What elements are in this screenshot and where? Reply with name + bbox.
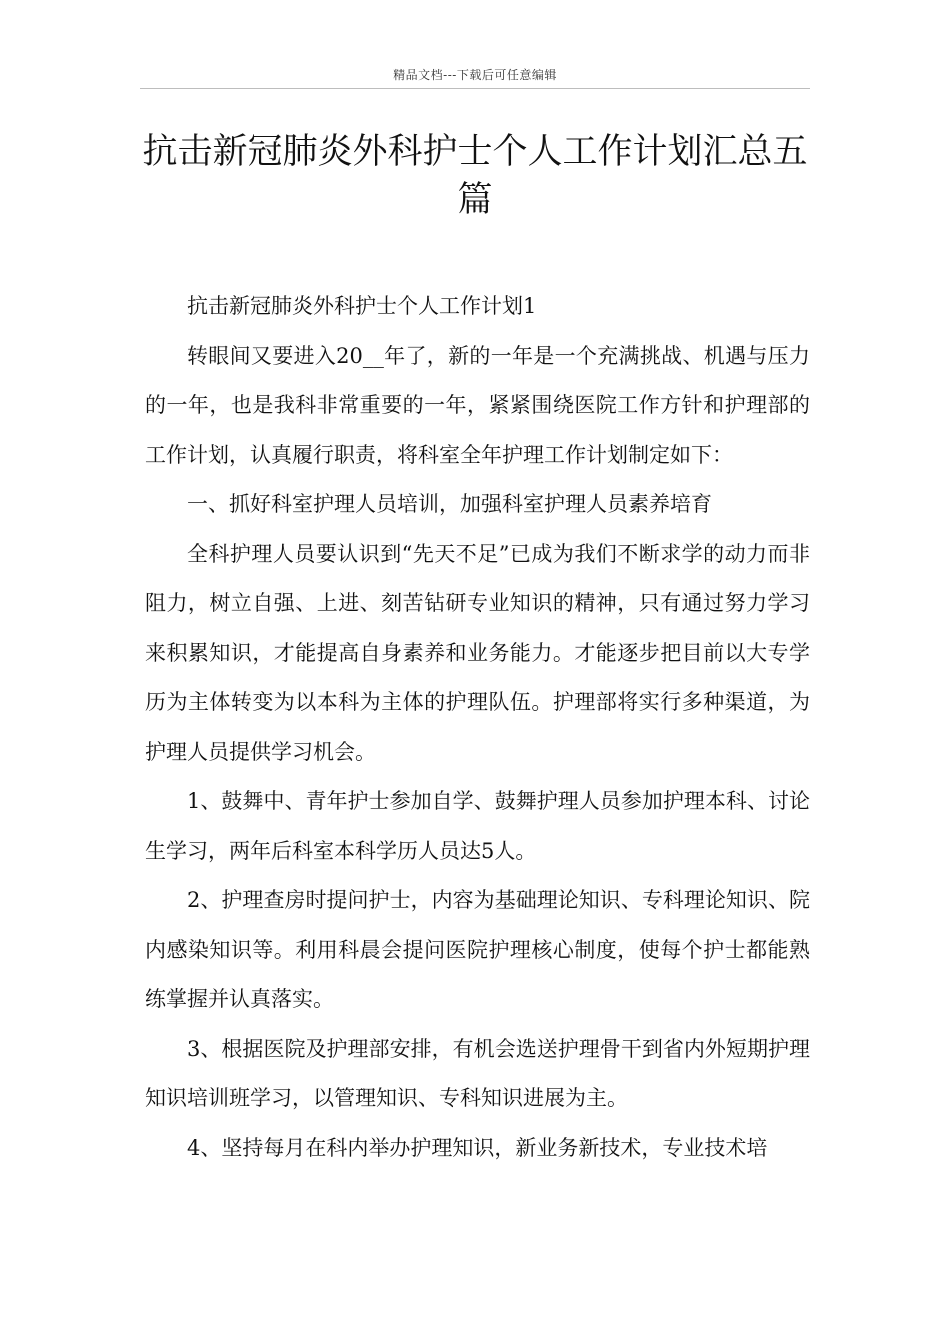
document-title: 抗击新冠肺炎外科护士个人工作计划汇总五篇 xyxy=(142,132,808,220)
document-body xyxy=(145,282,810,1173)
section-heading: 抗击新冠肺炎外科护士个人工作计划1 xyxy=(187,294,537,318)
section-heading: 一、抓好科室护理人员培训，加强科室护理人员素养培育 xyxy=(187,492,712,516)
list-item: 1、鼓舞中、青年护士参加自学、鼓舞护理人员参加护理本科、讨论生学习，两年后科室本科学历人员达5人。 xyxy=(145,789,810,863)
header-divider xyxy=(140,88,810,89)
list-item: 2、护理查房时提问护士，内容为基础理论知识、专科理论知识、院内感染知识等。利用科晨会提问医院护理核心制度，使每个护士都能熟练掌握并认真落实。 xyxy=(145,888,810,1011)
header-note: 精品文档---下载后可任意编辑 xyxy=(393,68,557,82)
paragraph: 全科护理人员要认识到“先天不足”已成为我们不断求学的动力而非阻力，树立自强、上进、刻苦钻研专业知识的精神，只有通过努力学习来积累知识，才能提高自身素养和业务能力。才能逐步把目前以大专学历为主体转变为以本科为主体的护理队伍。护理部将实行多种渠道，为护理人员提供学习机会。 xyxy=(145,541,810,764)
list-item: 3、根据医院及护理部安排，有机会选送护理骨干到省内外短期护理知识培训班学习，以管理知识、专科知识进展为主。 xyxy=(145,1036,810,1110)
list-item: 4、坚持每月在科内举办护理知识，新业务新技术，专业技术培 xyxy=(187,1135,768,1160)
paragraph: 转眼间又要进入20__年了，新的一年是一个充满挑战、机遇与压力的一年，也是我科非常重要的一年，紧紧围绕医院工作方针和护理部的工作计划，认真履行职责，将科室全年护理工作计划制定如下： xyxy=(145,343,810,467)
